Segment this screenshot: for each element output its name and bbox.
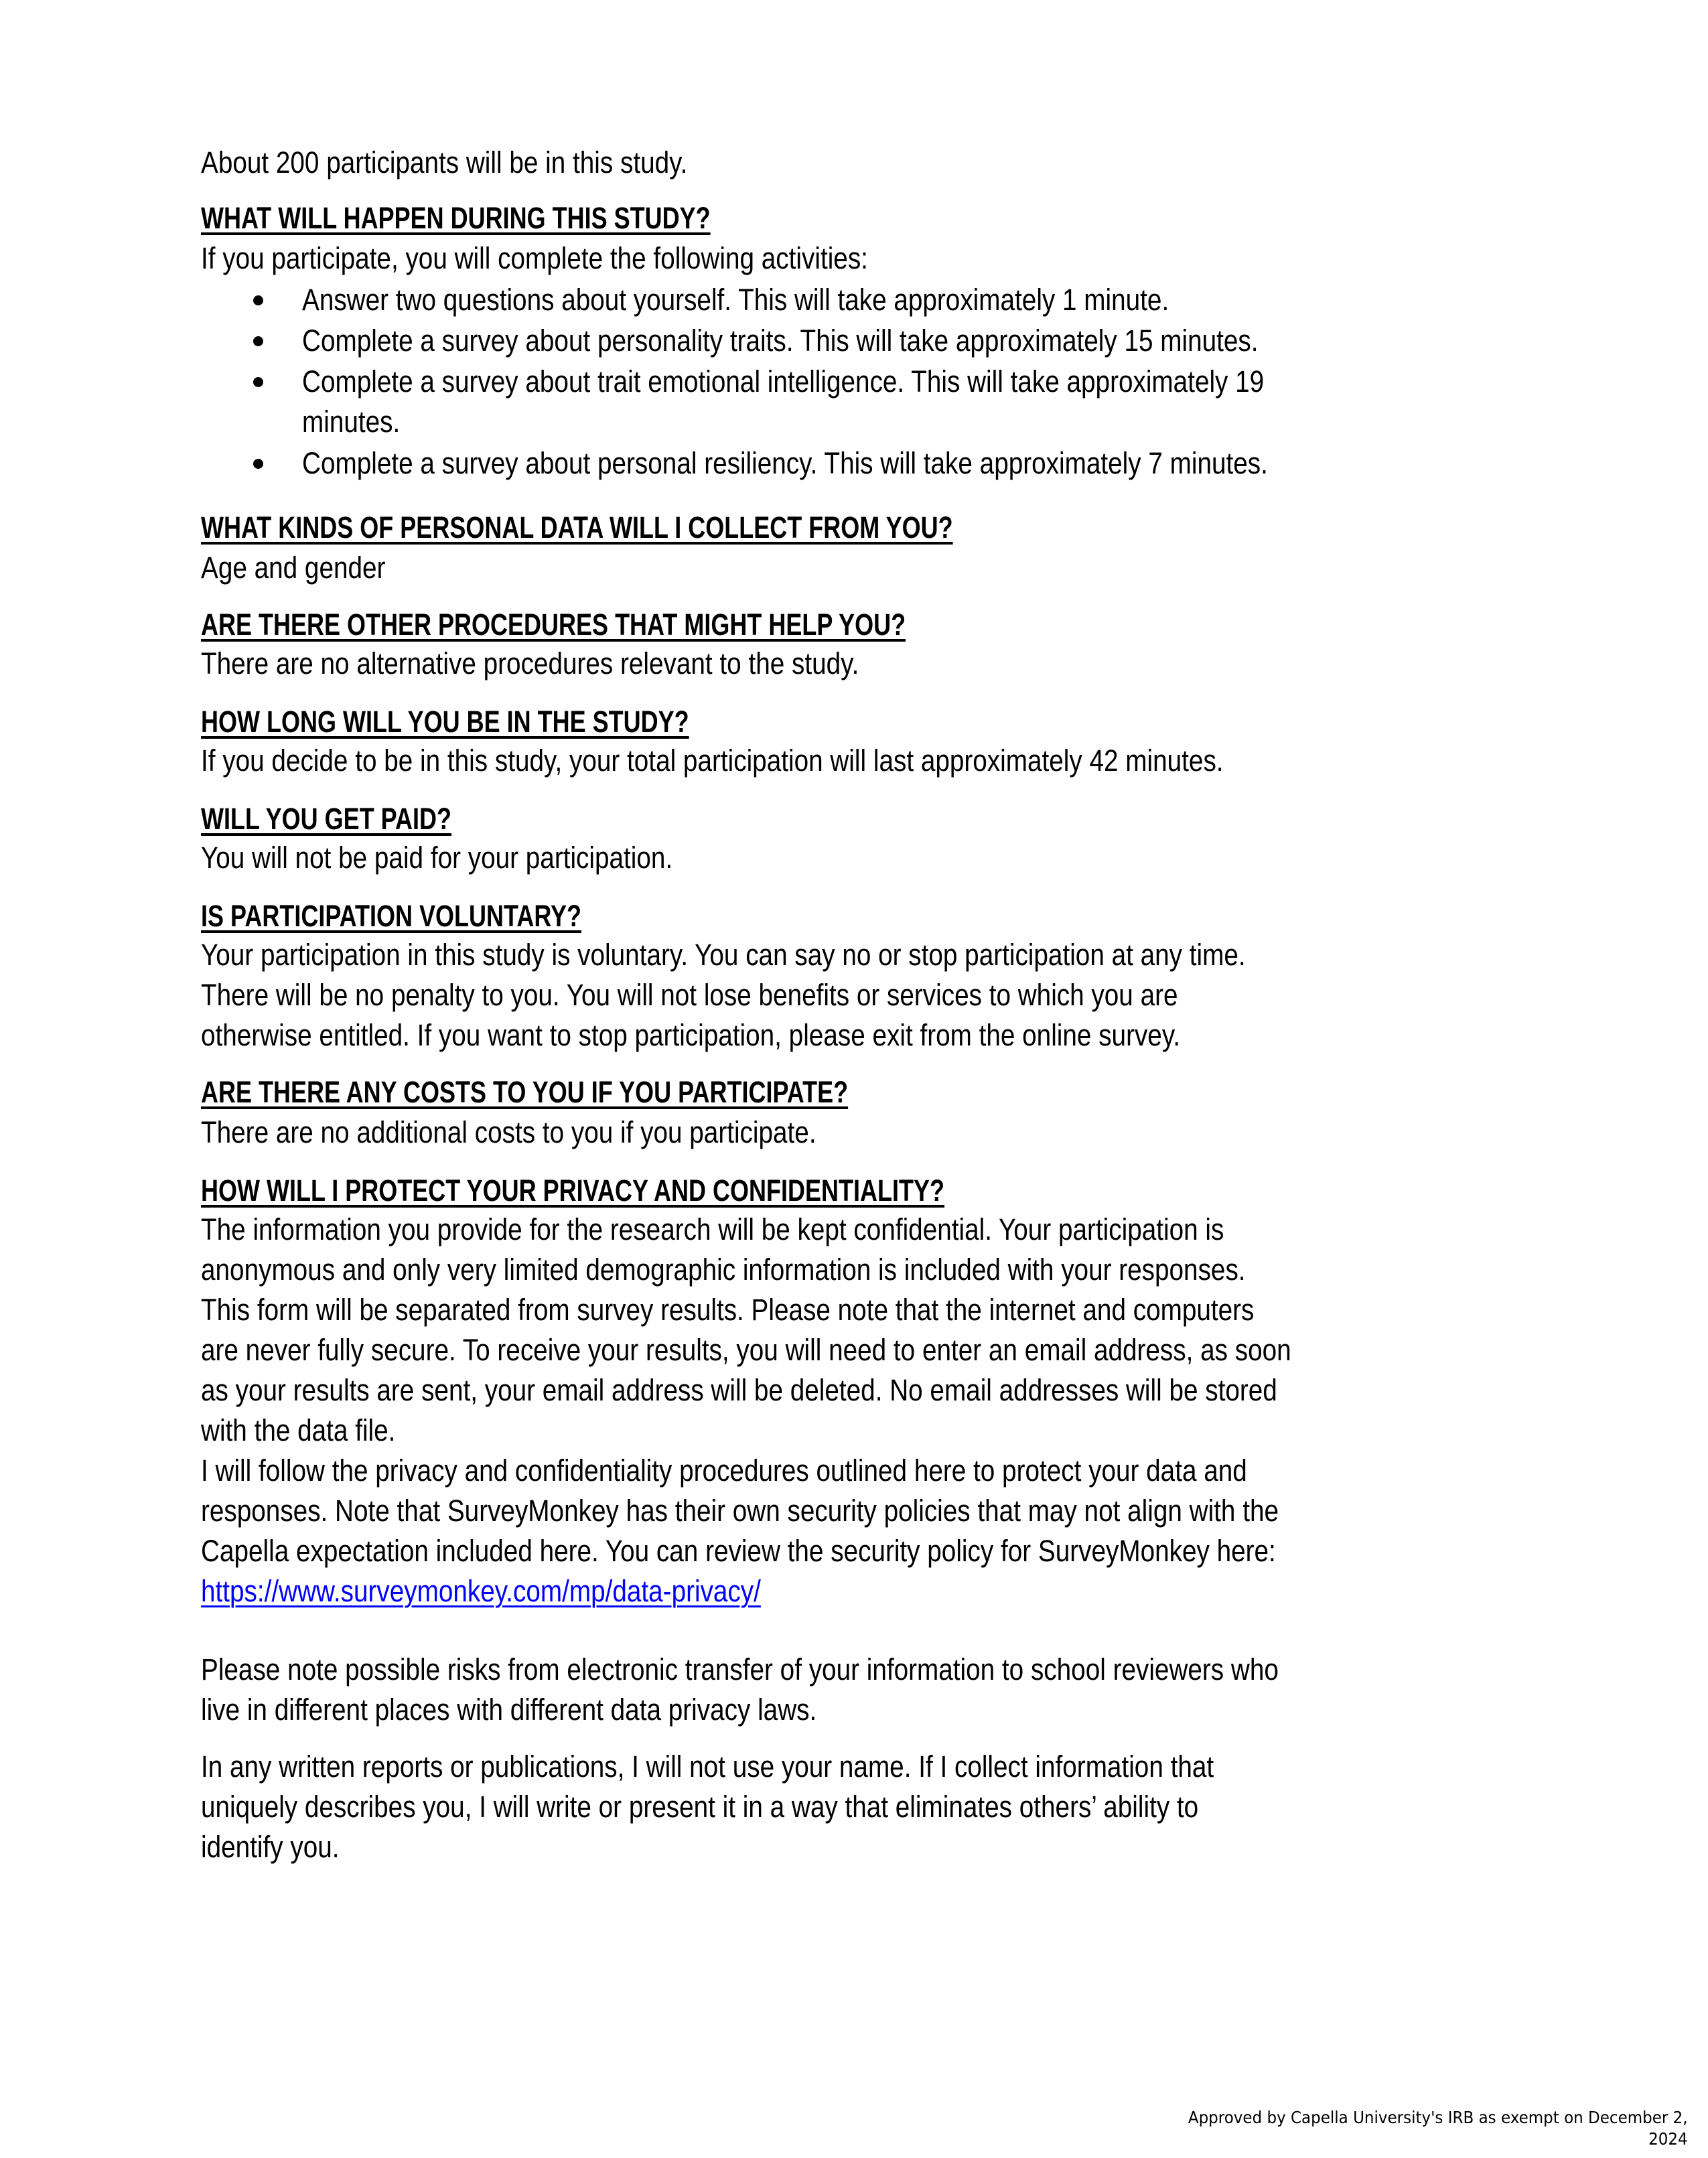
heading-other-procedures: ARE THERE OTHER PROCEDURES THAT MIGHT HELP YOU? — [201, 607, 906, 642]
heading-what-will-happen: WHAT WILL HAPPEN DURING THIS STUDY? — [201, 201, 711, 235]
costs-text: There are no additional costs to you if you participate. — [201, 1115, 816, 1149]
personal-data-text: Age and gender — [201, 551, 386, 585]
participants-count-text: About 200 participants will be in this study. — [201, 145, 688, 179]
heading-payment: WILL YOU GET PAID? — [201, 802, 452, 836]
heading-duration: HOW LONG WILL YOU BE IN THE STUDY? — [201, 705, 689, 739]
bullet-icon — [253, 459, 263, 469]
privacy-text-line: are never fully secure. To receive your results, you will need to enter an email address, as soon — [201, 1333, 1291, 1367]
activity-bullet-1: Answer two questions about yourself. This will take approximately 1 minute. — [302, 283, 1169, 317]
privacy-text-line: with the data file. — [201, 1413, 396, 1447]
voluntary-text-line: There will be no penalty to you. You will not lose benefits or services to which you are — [201, 978, 1178, 1012]
irb-approval-footer-line1: Approved by Capella University's IRB as exempt on December 2, — [1188, 2108, 1688, 2127]
privacy-procedures-line: Capella expectation included here. You can review the security policy for SurveyMonkey here: — [201, 1534, 1276, 1568]
activity-bullet-3: Complete a survey about trait emotional intelligence. This will take approximately 19 — [302, 364, 1265, 399]
transfer-risk-line: live in different places with different data privacy laws. — [201, 1693, 817, 1727]
bullet-icon — [253, 377, 263, 387]
surveymonkey-privacy-link-wrapper — [201, 1573, 761, 1610]
irb-approval-footer-line2: 2024 — [1648, 2129, 1688, 2149]
bullet-icon — [253, 336, 263, 346]
transfer-risk-line: Please note possible risks from electronic transfer of your information to school reviewers who — [201, 1652, 1279, 1686]
privacy-text-line: as your results are sent, your email address will be deleted. No email addresses will be stored — [201, 1373, 1277, 1407]
publications-line: uniquely describes you, I will write or present it in a way that eliminates others’ ability to — [201, 1790, 1199, 1824]
heading-costs: ARE THERE ANY COSTS TO YOU IF YOU PARTICIPATE? — [201, 1075, 849, 1109]
publications-line: identify you. — [201, 1830, 340, 1864]
publications-line: In any written reports or publications, I will not use your name. If I collect information that — [201, 1749, 1214, 1784]
privacy-text-line: This form will be separated from survey results. Please note that the internet and computers — [201, 1293, 1255, 1327]
heading-privacy: HOW WILL I PROTECT YOUR PRIVACY AND CONFIDENTIALITY? — [201, 1173, 945, 1208]
privacy-text-line: anonymous and only very limited demographic information is included with your responses. — [201, 1252, 1246, 1287]
privacy-procedures-line: I will follow the privacy and confidentiality procedures outlined here to protect your data and — [201, 1453, 1247, 1488]
voluntary-text-line: Your participation in this study is voluntary. You can say no or stop participation at any time. — [201, 938, 1246, 972]
duration-text: If you decide to be in this study, your total participation will last approximately 42 minutes. — [201, 743, 1224, 778]
privacy-text-line: The information you provide for the research will be kept confidential. Your participation is — [201, 1212, 1224, 1246]
privacy-procedures-line: responses. Note that SurveyMonkey has their own security policies that may not align with the — [201, 1494, 1279, 1528]
payment-text: You will not be paid for your participation. — [201, 841, 673, 875]
activity-bullet-4: Complete a survey about personal resiliency. This will take approximately 7 minutes. — [302, 446, 1268, 480]
activities-lead-text: If you participate, you will complete the following activities: — [201, 241, 868, 275]
other-procedures-text: There are no alternative procedures relevant to the study. — [201, 646, 859, 680]
surveymonkey-privacy-link[interactable]: https://www.surveymonkey.com/mp/data-privacy/ — [201, 1574, 761, 1608]
heading-personal-data: WHAT KINDS OF PERSONAL DATA WILL I COLLECT FROM YOU? — [201, 510, 953, 545]
bullet-icon — [253, 295, 263, 305]
voluntary-text-line: otherwise entitled. If you want to stop participation, please exit from the online survey. — [201, 1018, 1181, 1052]
activity-bullet-2: Complete a survey about personality traits. This will take approximately 15 minutes. — [302, 323, 1259, 358]
activity-bullet-3-continued: minutes. — [302, 405, 401, 439]
heading-voluntary: IS PARTICIPATION VOLUNTARY? — [201, 899, 581, 933]
